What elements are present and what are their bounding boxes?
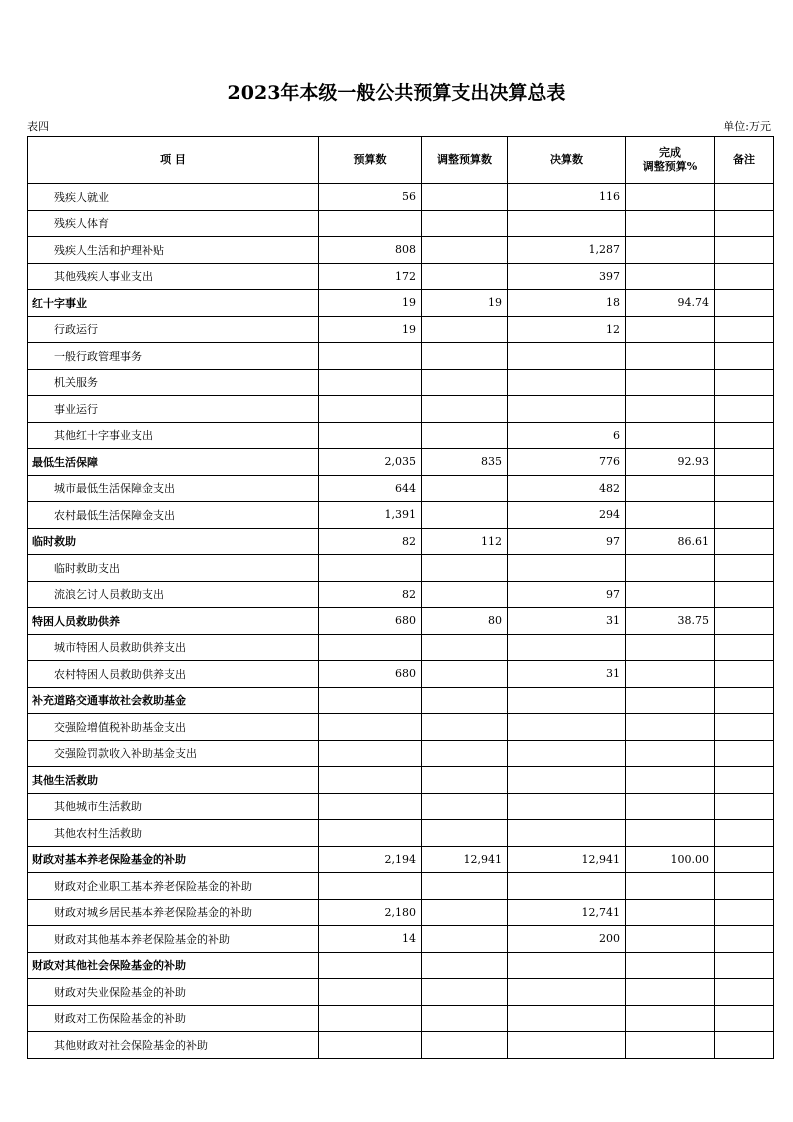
row-budget: 19 — [319, 290, 422, 317]
row-name: 财政对失业保险基金的补助 — [28, 979, 319, 1006]
row-name: 财政对工伤保险基金的补助 — [28, 1005, 319, 1032]
row-name: 补充道路交通事故社会救助基金 — [28, 687, 319, 714]
table-row — [28, 979, 774, 1006]
row-completion-pct: 100.00 — [626, 846, 715, 873]
row-remark — [715, 396, 774, 423]
row-completion-pct — [626, 793, 715, 820]
row-final — [508, 979, 626, 1006]
row-completion-pct — [626, 687, 715, 714]
row-remark — [715, 873, 774, 900]
row-remark — [715, 343, 774, 370]
row-remark — [715, 528, 774, 555]
row-final — [508, 820, 626, 847]
table-row — [28, 475, 774, 502]
row-completion-pct: 86.61 — [626, 528, 715, 555]
row-adjusted — [422, 369, 508, 396]
row-adjusted: 12,941 — [422, 846, 508, 873]
row-budget — [319, 555, 422, 582]
row-name: 其他城市生活救助 — [28, 793, 319, 820]
row-adjusted — [422, 343, 508, 370]
row-adjusted — [422, 555, 508, 582]
row-final — [508, 210, 626, 237]
table-row — [28, 369, 774, 396]
row-final: 200 — [508, 926, 626, 953]
row-remark — [715, 184, 774, 211]
row-remark — [715, 608, 774, 635]
row-remark — [715, 687, 774, 714]
header-adjusted: 调整预算数 — [422, 137, 508, 184]
row-budget — [319, 740, 422, 767]
row-final — [508, 1005, 626, 1032]
header-completion — [626, 137, 715, 184]
table-row — [28, 820, 774, 847]
row-name: 行政运行 — [28, 316, 319, 343]
table-row — [28, 661, 774, 688]
row-budget: 680 — [319, 608, 422, 635]
row-budget: 82 — [319, 581, 422, 608]
table-row — [28, 899, 774, 926]
row-remark — [715, 502, 774, 529]
row-final — [508, 634, 626, 661]
header-item: 项 目 — [28, 137, 319, 184]
row-completion-pct — [626, 475, 715, 502]
row-budget — [319, 422, 422, 449]
row-name: 农村最低生活保障金支出 — [28, 502, 319, 529]
row-budget: 19 — [319, 316, 422, 343]
row-remark — [715, 926, 774, 953]
row-remark — [715, 581, 774, 608]
table-row — [28, 396, 774, 423]
row-remark — [715, 714, 774, 741]
row-remark — [715, 740, 774, 767]
row-remark — [715, 237, 774, 264]
row-budget: 56 — [319, 184, 422, 211]
row-name: 交强险罚款收入补助基金支出 — [28, 740, 319, 767]
row-name: 临时救助支出 — [28, 555, 319, 582]
row-remark — [715, 422, 774, 449]
row-completion-pct — [626, 952, 715, 979]
row-completion-pct — [626, 396, 715, 423]
header-completion-line2: 调整预算% — [642, 160, 698, 173]
table-row — [28, 343, 774, 370]
row-remark — [715, 979, 774, 1006]
row-completion-pct — [626, 210, 715, 237]
row-adjusted: 19 — [422, 290, 508, 317]
row-budget — [319, 210, 422, 237]
row-budget — [319, 979, 422, 1006]
row-adjusted — [422, 263, 508, 290]
row-adjusted — [422, 687, 508, 714]
row-remark — [715, 316, 774, 343]
row-budget — [319, 396, 422, 423]
row-adjusted — [422, 237, 508, 264]
row-final: 97 — [508, 528, 626, 555]
row-completion-pct: 94.74 — [626, 290, 715, 317]
row-budget — [319, 687, 422, 714]
table-row — [28, 184, 774, 211]
row-final — [508, 952, 626, 979]
row-budget — [319, 820, 422, 847]
row-budget: 2,194 — [319, 846, 422, 873]
row-final — [508, 396, 626, 423]
row-remark — [715, 793, 774, 820]
row-adjusted — [422, 634, 508, 661]
row-name: 流浪乞讨人员救助支出 — [28, 581, 319, 608]
row-name: 财政对其他基本养老保险基金的补助 — [28, 926, 319, 953]
row-final — [508, 687, 626, 714]
row-completion-pct — [626, 714, 715, 741]
row-budget: 644 — [319, 475, 422, 502]
row-completion-pct — [626, 263, 715, 290]
row-name: 其他生活救助 — [28, 767, 319, 794]
row-adjusted — [422, 316, 508, 343]
row-name: 其他农村生活救助 — [28, 820, 319, 847]
row-budget: 172 — [319, 263, 422, 290]
header-remarks: 备注 — [715, 137, 774, 184]
row-final: 12,941 — [508, 846, 626, 873]
row-remark — [715, 899, 774, 926]
row-final: 12 — [508, 316, 626, 343]
row-name: 临时救助 — [28, 528, 319, 555]
header-final: 决算数 — [508, 137, 626, 184]
row-adjusted — [422, 767, 508, 794]
row-completion-pct — [626, 555, 715, 582]
row-final: 482 — [508, 475, 626, 502]
row-adjusted: 835 — [422, 449, 508, 476]
row-budget — [319, 952, 422, 979]
row-adjusted — [422, 820, 508, 847]
row-completion-pct — [626, 899, 715, 926]
table-label: 表四 — [27, 120, 49, 133]
table-row — [28, 873, 774, 900]
table-row — [28, 793, 774, 820]
row-name: 财政对城乡居民基本养老保险基金的补助 — [28, 899, 319, 926]
row-budget — [319, 767, 422, 794]
category-row — [28, 449, 774, 476]
row-final: 12,741 — [508, 899, 626, 926]
row-adjusted — [422, 581, 508, 608]
row-adjusted — [422, 793, 508, 820]
table-row — [28, 926, 774, 953]
row-final — [508, 343, 626, 370]
table-row — [28, 263, 774, 290]
row-completion-pct — [626, 661, 715, 688]
row-adjusted — [422, 661, 508, 688]
table-row — [28, 581, 774, 608]
row-budget: 2,180 — [319, 899, 422, 926]
row-remark — [715, 263, 774, 290]
row-name: 农村特困人员救助供养支出 — [28, 661, 319, 688]
row-completion-pct — [626, 369, 715, 396]
category-row — [28, 687, 774, 714]
table-row — [28, 237, 774, 264]
row-name: 残疾人生活和护理补贴 — [28, 237, 319, 264]
row-name: 其他财政对社会保险基金的补助 — [28, 1032, 319, 1059]
row-completion-pct — [626, 502, 715, 529]
row-final — [508, 873, 626, 900]
row-adjusted — [422, 422, 508, 449]
row-final: 31 — [508, 661, 626, 688]
row-name: 其他红十字事业支出 — [28, 422, 319, 449]
row-final — [508, 793, 626, 820]
row-name: 交强险增值税补助基金支出 — [28, 714, 319, 741]
row-remark — [715, 1005, 774, 1032]
table-row — [28, 1032, 774, 1059]
row-completion-pct — [626, 316, 715, 343]
row-adjusted: 112 — [422, 528, 508, 555]
row-name: 一般行政管理事务 — [28, 343, 319, 370]
header-row — [28, 137, 774, 184]
category-row — [28, 608, 774, 635]
row-budget: 1,391 — [319, 502, 422, 529]
category-row — [28, 290, 774, 317]
row-final — [508, 1032, 626, 1059]
table-row — [28, 555, 774, 582]
row-adjusted — [422, 475, 508, 502]
row-remark — [715, 634, 774, 661]
row-completion-pct — [626, 926, 715, 953]
row-adjusted — [422, 926, 508, 953]
table-body — [28, 184, 774, 1059]
row-name: 特困人员救助供养 — [28, 608, 319, 635]
row-adjusted — [422, 899, 508, 926]
table-row — [28, 502, 774, 529]
row-completion-pct — [626, 343, 715, 370]
table-row — [28, 1005, 774, 1032]
table-row — [28, 422, 774, 449]
row-name: 财政对企业职工基本养老保险基金的补助 — [28, 873, 319, 900]
row-adjusted — [422, 184, 508, 211]
row-completion-pct — [626, 767, 715, 794]
table-row — [28, 634, 774, 661]
row-budget — [319, 343, 422, 370]
row-final — [508, 714, 626, 741]
row-adjusted — [422, 873, 508, 900]
unit-label: 单位:万元 — [723, 120, 771, 133]
row-name: 城市特困人员救助供养支出 — [28, 634, 319, 661]
row-budget — [319, 873, 422, 900]
row-final: 31 — [508, 608, 626, 635]
row-completion-pct — [626, 184, 715, 211]
row-final: 397 — [508, 263, 626, 290]
row-budget: 808 — [319, 237, 422, 264]
row-final: 1,287 — [508, 237, 626, 264]
row-budget: 680 — [319, 661, 422, 688]
row-budget — [319, 369, 422, 396]
row-completion-pct — [626, 1032, 715, 1059]
row-remark — [715, 661, 774, 688]
row-completion-pct: 38.75 — [626, 608, 715, 635]
row-final: 18 — [508, 290, 626, 317]
row-remark — [715, 290, 774, 317]
row-final — [508, 369, 626, 396]
category-row — [28, 846, 774, 873]
table-row — [28, 740, 774, 767]
row-final — [508, 555, 626, 582]
row-completion-pct — [626, 979, 715, 1006]
row-adjusted — [422, 396, 508, 423]
row-budget: 2,035 — [319, 449, 422, 476]
row-name: 事业运行 — [28, 396, 319, 423]
row-completion-pct — [626, 873, 715, 900]
row-name: 红十字事业 — [28, 290, 319, 317]
row-final: 294 — [508, 502, 626, 529]
row-remark — [715, 369, 774, 396]
row-final — [508, 767, 626, 794]
expenditure-table — [27, 136, 774, 1059]
row-adjusted — [422, 1032, 508, 1059]
row-adjusted — [422, 714, 508, 741]
row-final — [508, 740, 626, 767]
category-row — [28, 952, 774, 979]
row-name: 其他残疾人事业支出 — [28, 263, 319, 290]
row-budget — [319, 714, 422, 741]
row-remark — [715, 767, 774, 794]
row-remark — [715, 820, 774, 847]
category-row — [28, 528, 774, 555]
row-final: 116 — [508, 184, 626, 211]
category-row — [28, 767, 774, 794]
row-completion-pct — [626, 581, 715, 608]
row-completion-pct — [626, 820, 715, 847]
row-completion-pct — [626, 634, 715, 661]
row-name: 残疾人体育 — [28, 210, 319, 237]
header-completion-line1: 完成 — [659, 146, 681, 159]
row-budget: 82 — [319, 528, 422, 555]
row-adjusted — [422, 210, 508, 237]
page-title: 2023年本级一般公共预算支出决算总表 — [227, 82, 566, 104]
row-remark — [715, 846, 774, 873]
row-adjusted: 80 — [422, 608, 508, 635]
row-completion-pct — [626, 422, 715, 449]
row-name: 残疾人就业 — [28, 184, 319, 211]
row-budget — [319, 634, 422, 661]
row-completion-pct: 92.93 — [626, 449, 715, 476]
row-remark — [715, 1032, 774, 1059]
row-budget: 14 — [319, 926, 422, 953]
row-name: 最低生活保障 — [28, 449, 319, 476]
row-final: 776 — [508, 449, 626, 476]
row-remark — [715, 555, 774, 582]
row-adjusted — [422, 1005, 508, 1032]
table-row — [28, 210, 774, 237]
row-budget — [319, 1005, 422, 1032]
table-row — [28, 714, 774, 741]
row-remark — [715, 449, 774, 476]
row-adjusted — [422, 502, 508, 529]
table-row — [28, 316, 774, 343]
row-final: 97 — [508, 581, 626, 608]
row-name: 财政对基本养老保险基金的补助 — [28, 846, 319, 873]
row-adjusted — [422, 979, 508, 1006]
row-budget — [319, 793, 422, 820]
row-final: 6 — [508, 422, 626, 449]
row-adjusted — [422, 740, 508, 767]
row-completion-pct — [626, 1005, 715, 1032]
row-completion-pct — [626, 237, 715, 264]
row-name: 机关服务 — [28, 369, 319, 396]
row-remark — [715, 210, 774, 237]
row-budget — [319, 1032, 422, 1059]
row-name: 财政对其他社会保险基金的补助 — [28, 952, 319, 979]
row-remark — [715, 952, 774, 979]
header-budget: 预算数 — [319, 137, 422, 184]
row-adjusted — [422, 952, 508, 979]
row-name: 城市最低生活保障金支出 — [28, 475, 319, 502]
row-remark — [715, 475, 774, 502]
row-completion-pct — [626, 740, 715, 767]
